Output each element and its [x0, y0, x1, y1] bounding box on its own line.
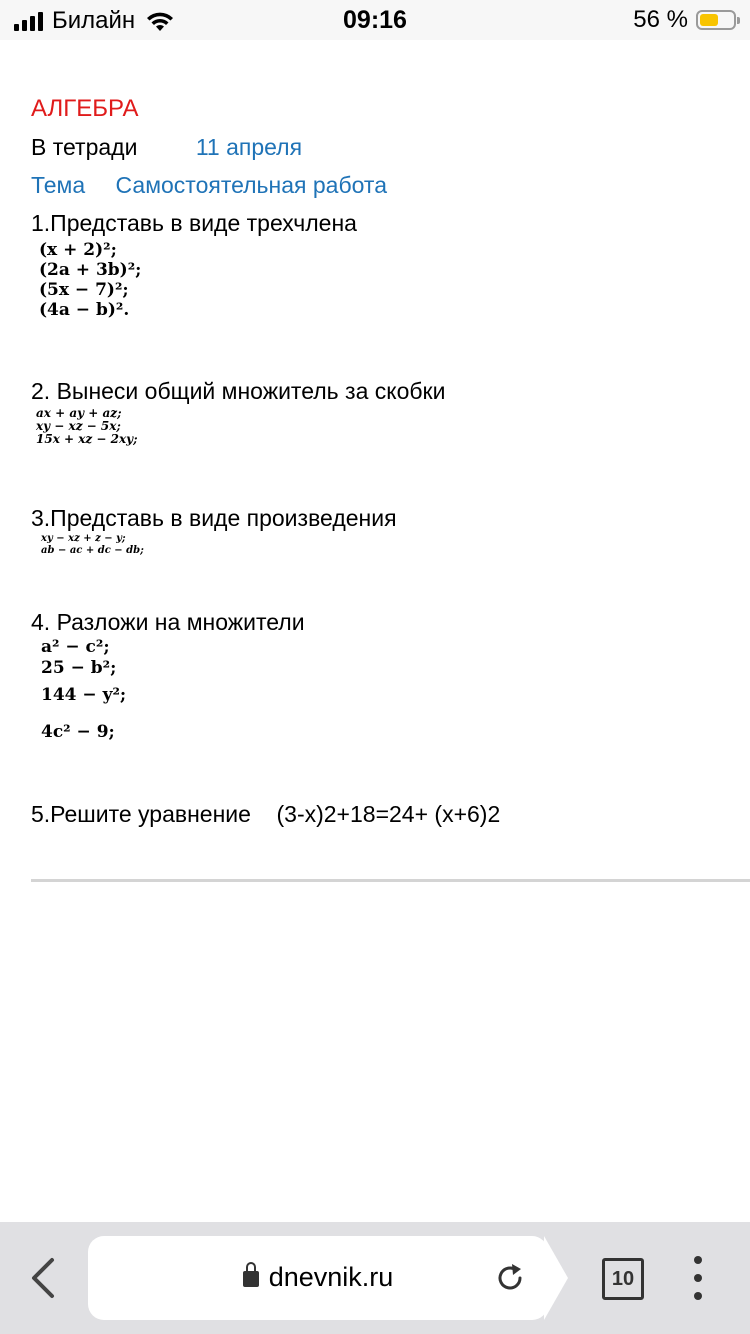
address-bar[interactable] [88, 1236, 548, 1320]
status-right [633, 6, 736, 34]
expression: ab − ac + dc − db; [41, 545, 144, 556]
status-time: 09:16 [343, 6, 407, 34]
subject-title: АЛГЕБРА [31, 95, 139, 122]
notebook-label: В тетради [31, 134, 138, 160]
expression: (4a − b)². [39, 300, 130, 320]
task-3-expressions [41, 533, 144, 557]
task-4-title: 4. Разложи на множители [31, 609, 305, 635]
back-icon[interactable] [28, 1256, 58, 1300]
address-bar-arrow [544, 1236, 568, 1320]
expression: xy − xz + z − y; [41, 533, 126, 544]
reload-icon[interactable] [492, 1260, 528, 1296]
url-text: dnevnik.ru [268, 1262, 394, 1292]
task-1-title: 1.Представь в виде трехчлена [31, 210, 357, 236]
expression: 144 − y²; [41, 685, 127, 705]
date-link[interactable]: 11 апреля [195, 134, 303, 160]
expression: (x + 2)²; [39, 240, 117, 260]
expression: ax + ay + az; [36, 406, 122, 420]
topic-label[interactable]: Тема [31, 172, 86, 198]
topic-row [31, 172, 387, 199]
notebook-row [31, 134, 302, 161]
battery-percent: 56 % [633, 6, 688, 33]
task-2-title: 2. Вынеси общий множитель за скобки [31, 378, 446, 404]
task-4-expressions [41, 637, 126, 742]
battery-icon [696, 10, 736, 30]
carrier-name: Билайн [52, 7, 136, 34]
lock-icon [243, 1271, 259, 1287]
expression: (5x − 7)²; [39, 280, 129, 300]
tabs-icon[interactable]: 10 [602, 1258, 644, 1300]
expression: 4c² − 9; [41, 722, 115, 742]
url-display[interactable] [88, 1262, 548, 1293]
expression: (2a + 3b)²; [39, 260, 142, 280]
topic-link[interactable]: Самостоятельная работа [115, 172, 387, 198]
content-divider [31, 879, 750, 882]
expression: 15x + xz − 2xy; [36, 432, 138, 446]
status-bar [0, 0, 750, 40]
expression: a² − c²; [41, 637, 110, 657]
battery-fill [700, 14, 718, 26]
task-1-expressions [39, 240, 141, 320]
task-5-title: 5.Решите уравнение (3-x)2+18=24+ (x+6)2 [31, 801, 501, 827]
task-2-expressions [36, 407, 138, 446]
browser-toolbar [0, 1222, 750, 1334]
task-3-title: 3.Представь в виде произведения [31, 505, 397, 531]
expression: 25 − b²; [41, 658, 117, 678]
more-icon[interactable] [688, 1256, 708, 1300]
expression: xy − xz − 5x; [36, 419, 121, 433]
